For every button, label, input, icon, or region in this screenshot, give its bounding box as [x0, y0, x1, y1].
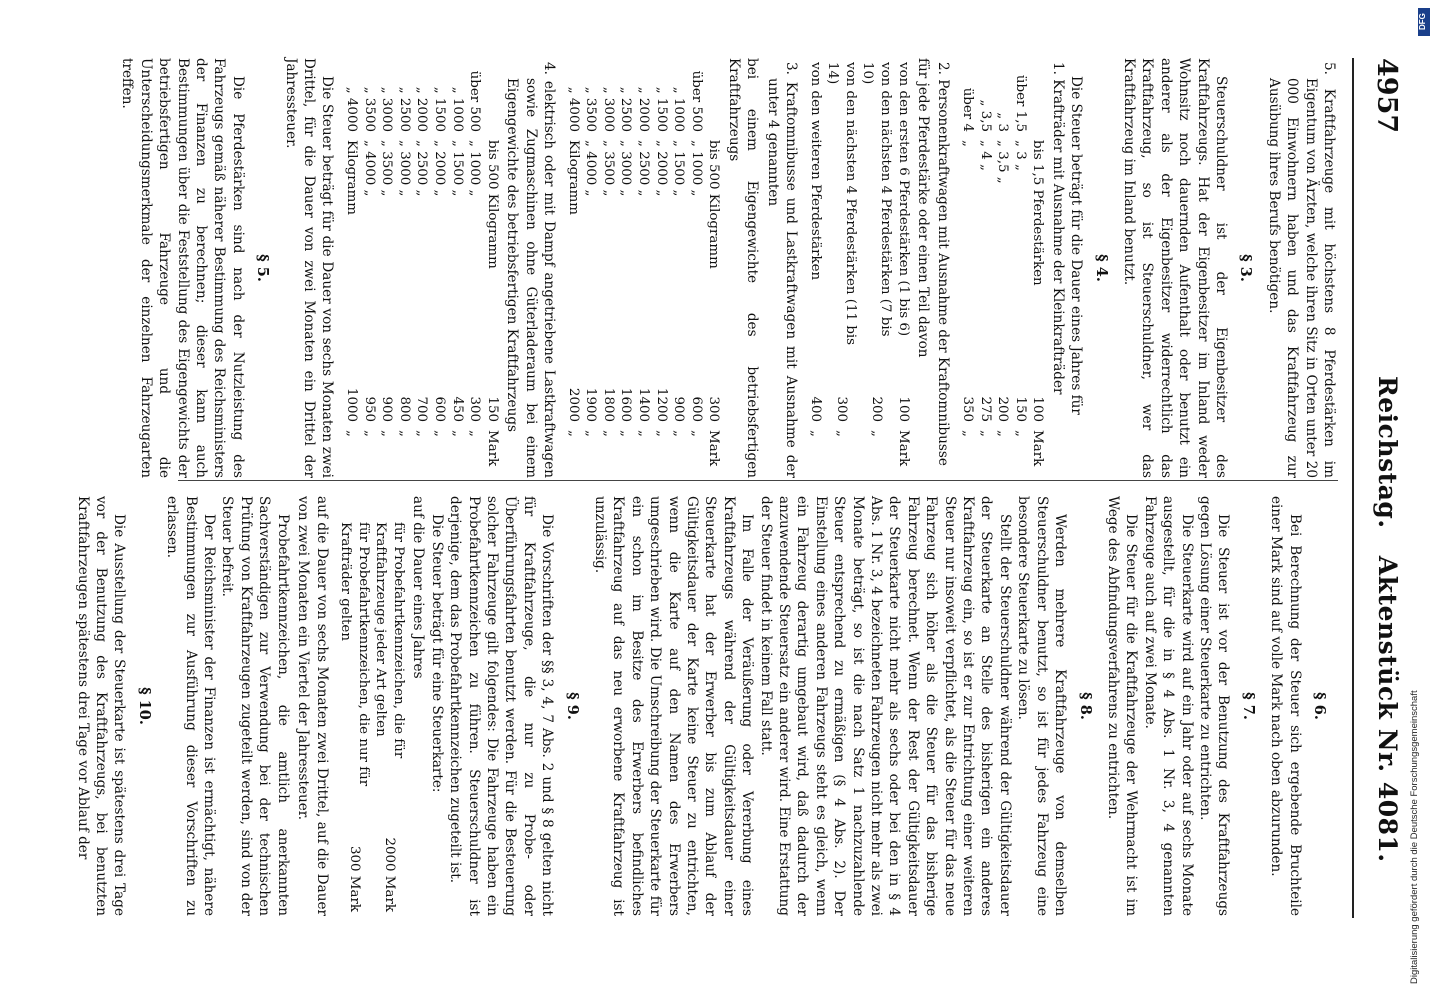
tax-unit: „ [467, 430, 483, 437]
tax-unit: „ [688, 430, 704, 437]
range-label: „ [959, 140, 975, 147]
dfg-logo: DFG [1418, 8, 1430, 36]
section-3-text: Steuerschuldner ist der Eigenbesitzer des Kraftfahrzeugs. Hat der Eigenbesitzer im Inland weder Wohnsitz noch dauernden Aufenthalt oder benutzt ein anderer als der Eigenbesitzer widerrechtlich das Kraftfahrzeug, so ist Steuerschuldner, wer das Kraftfahrzeug im Inland benutzt. [1120, 58, 1229, 478]
range-label: „ 1000 „ [688, 140, 704, 197]
range-from: „ 3000 [600, 86, 616, 132]
section-4-outro: Die Steuer beträgt für die Dauer von sechs Monaten zwei Drittel, für die Dauer von zwei Monaten ein Drittel der Jahressteuer. [282, 58, 336, 478]
range-from: „ 4000 [344, 86, 360, 132]
tax-unit: „ [361, 430, 377, 437]
tax-value: 400 [807, 396, 823, 422]
table-row [582, 58, 600, 478]
tax-unit: Mark [895, 430, 911, 467]
range-from: „ 2000 [414, 86, 430, 132]
section-6-text: Bei Berechnung der Steuer sich ergebende Bruchteile einer Mark sind auf volle Mark nach oben abzurunden. [1268, 496, 1303, 916]
section-3-title: § 3. [1237, 254, 1255, 282]
category-2-intro: für jede Pferdestärke oder einen Teil davon [914, 58, 931, 358]
tax-value: 1600 [618, 387, 634, 422]
range-label: „ 4000 „ [361, 140, 377, 197]
probefahrt-row-2-value: 300 Mark [346, 845, 362, 912]
range-from: „ 1000 [449, 86, 465, 132]
section-9-paragraph-2: Die Steuer beträgt für eine Steuerkarte: [428, 514, 445, 793]
header-title: Aktenstück Nr. 4081. [1373, 555, 1402, 863]
range-label: „ 3,5 „ [995, 140, 1011, 184]
table-row [599, 58, 617, 478]
category-3-intro: bei einem Eigengewichte des betriebsfertigen Kraftfahrzeugs [725, 58, 761, 478]
tax-value: 200 [995, 396, 1011, 422]
section-4-intro: Die Steuer beträgt für die Dauer eines Jahres für [1068, 76, 1085, 415]
table-row [1011, 58, 1029, 478]
range-from: über 500 [688, 70, 704, 132]
tax-value: 200 [869, 396, 885, 422]
tax-value: 800 [396, 396, 412, 422]
tax-unit: „ [869, 430, 885, 437]
table-row [634, 58, 652, 478]
table-row [372, 496, 407, 916]
tax-value: 100 [1030, 396, 1046, 422]
table-row [564, 58, 582, 478]
table-row [395, 58, 413, 478]
range-label: „ 2000 „ [432, 140, 447, 197]
range-label: „ 3500 „ [600, 140, 616, 197]
table-row [670, 58, 688, 478]
table-row [430, 58, 448, 478]
tax-value: 700 [414, 396, 430, 422]
tax-unit: „ [995, 430, 1011, 437]
tax-unit: „ [414, 430, 430, 437]
tax-unit: „ [635, 430, 651, 437]
page-number: 4957 [1371, 58, 1402, 134]
range-from: „ 2000 [635, 86, 651, 132]
range-from: „ 1500 [653, 86, 669, 132]
range-label: bis 500 Kilogramm [484, 140, 500, 269]
tax-value: 150 [484, 396, 500, 422]
tax-value: 300 [467, 396, 483, 422]
category-2-table [806, 58, 912, 478]
item-5: 5. Kraftfahrzeuge mit höchstens 8 Pferdestärken im Eigentum von Ärzten, welche ihren Sitz in Orten unter 20 000 Einwohnern haben und das Kraftfahrzeug zur Ausübung ihres Berufs benötigen. [1265, 62, 1337, 478]
range-from: „ 1000 [671, 86, 687, 132]
range-label: „ 1000 „ [467, 140, 483, 197]
tax-value: 1900 [583, 387, 599, 422]
tax-unit: „ [600, 430, 616, 437]
range-label: „ 1500 „ [671, 140, 687, 197]
section-5-text: Die Pferdestärken sind nach der Nutzleistung des Fahrzeugs gemäß näherer Bestimmung des Reichsministers der Finanzen zu berechnen; dieser kann auch Bestimmungen über die Feststellung des Eigengewichts der betriebsfertigen Fahrzeuge und die Unterscheidungsmerkmale der einzelnen Fahrzeugarten treffen. [119, 58, 246, 478]
section-8-paragraph-1: Werden mehrere Kraftfahrzeuge von demselben Steuerschuldner benutzt, so ist für jedes Fahrzeug eine besondere Steuerkarte zu lösen. [1015, 496, 1069, 916]
table-row [466, 58, 484, 478]
category-1-title: 1. Krafträder mit Ausnahme der Kleinkrafträder [1049, 62, 1066, 395]
range-label: „ 3000 „ [618, 140, 634, 197]
range-from [483, 58, 501, 136]
tax-unit: „ [1012, 430, 1028, 437]
left-column [118, 58, 1338, 478]
section-7-paragraph-2: Die Steuerkarte wird auf ein Jahr oder auf sechs Monate ausgestellt, für die in § 4 Abs. 1 Nr. 3, 4 genannten Fahrzeuge auch auf zwei Monate. [1141, 496, 1195, 916]
tax-unit: „ [977, 430, 993, 437]
section-8-paragraph-2: Stellt der Steuerschuldner während der Gültigkeitsdauer der Steuerkarte an Stelle des bisherigen ein anderes Kraftfahrzeug ein, so ist er zur Entrichtung einer weiteren Steuer nur insoweit verpflichtet, als die Steuer für das neue Fahrzeug sich höher als die Steuer für das bisherige Fahrzeug berechnet. Wenn der Rest der Gültigkeitsdauer der Steuerkarte nicht mehr als sechs oder bei den in § 4 Abs. 1 Nr. 3, 4 bezeichneten Fahrzeugen nicht mehr als zwei Monate beträgt, so ist die nach Satz 1 nachzuzahlende Steuer entsprechend zu ermäßigen (§ 4 Abs. 2). Der Einstellung eines anderen Fahrzeugs steht es gleich, wenn ein Fahrzeug derartig umgebaut wird, daß dadurch der anzuwendende Steuersatz ein anderer wird. Eine Erstattung der Steuer findet in keinem Fall statt. [757, 496, 1013, 916]
page-title [1373, 376, 1402, 881]
tax-value: 950 [361, 396, 377, 422]
tax-value: 900 [379, 396, 395, 422]
tax-unit: „ [379, 430, 395, 437]
range-from: „ 2500 [396, 86, 412, 132]
range-label: „ 2000 „ [653, 140, 669, 197]
tax-value: 600 [432, 396, 447, 422]
range-label: bis 500 Kilogramm [706, 140, 722, 269]
tax-unit: „ [583, 430, 599, 437]
page-header [1352, 58, 1410, 918]
table-row [994, 58, 1012, 478]
tax-value: 275 [977, 396, 993, 422]
probefahrt-row-1-value: 2000 Mark [382, 837, 398, 912]
tax-value: 1200 [653, 387, 669, 422]
section-9-paragraph-1: Die Vorschriften der §§ 3, 4, 7 Abs. 2 und § 8 gelten nicht für Kraftfahrzeuge, die nur zu Probe- oder Überführungsfahrten benutzt werden. Für die Besteuerung solcher Fahrzeuge gilt folgendes: Die Fahrzeuge haben ein Probefahrtkennzeichen zu führen. Steuerschuldner ist derjenige, dem das Probefahrtkennzeichen zugeteilt ist. [447, 496, 556, 916]
right-column [73, 496, 1338, 916]
range-from: über 500 [467, 70, 483, 132]
tax-value: 350 [959, 396, 975, 422]
probefahrt-table [337, 496, 407, 916]
tax-value: 2000 [565, 387, 581, 422]
tax-value: 600 [688, 396, 704, 422]
range-from: „ 3500 [583, 86, 599, 132]
tax-unit: „ [653, 430, 669, 437]
tax-value: 100 [895, 396, 911, 422]
tax-value: 1400 [635, 387, 651, 422]
range-label: „ 4 „ [977, 140, 993, 171]
tax-value: 300 [833, 396, 849, 422]
table-row [483, 58, 501, 478]
range-from: „ 1500 [432, 86, 447, 132]
table-row [687, 58, 705, 478]
range-label: „ 2500 „ [414, 140, 430, 197]
range-label: Kilogramm [344, 140, 360, 215]
table-row [859, 58, 894, 478]
table-row [342, 58, 360, 478]
section-8-title: § 8. [1076, 692, 1094, 720]
table-row [413, 58, 431, 478]
table-row [894, 58, 912, 478]
section-6-title: § 6. [1311, 692, 1328, 720]
probefahrt-row-1-label: für Probefahrtkennzeichen, die für Kraftfahrzeuge jeder Art gelten [373, 522, 406, 759]
range-from: „ 4000 [565, 86, 581, 132]
table-row [448, 58, 466, 478]
section-4-title: § 4. [1092, 254, 1110, 282]
tax-value: 900 [671, 396, 687, 422]
range-from: „ 3000 [379, 86, 395, 132]
range-label: „ 1500 „ [449, 140, 465, 197]
range-label: Kilogramm [565, 140, 581, 215]
range-label: „ 3500 „ [379, 140, 395, 197]
section-7-title: § 7. [1239, 692, 1257, 720]
table-row [337, 496, 372, 916]
digitization-note: Digitalisierung gefördert durch die Deutsche Forschungsgemeinschaft [1409, 690, 1420, 984]
section-8-paragraph-3: Im Falle der Veräußerung oder Vererbung eines Kraftfahrzeugs während der Gültigkeitsdauer einer Steuerkarte hat der Erwerber bis zum Ablauf der Gültigkeitsdauer der Karte keine Steuer zu entrichten, wenn die Karte auf den Namen des Erwerbers umgeschrieben wird. Die Umschreibung der Steuerkarte für ein schon im Besitze des Erwerbers befindliches Kraftfahrzeug auf das neu erworbene Kraftfahrzeug ist unzulässig. [591, 496, 756, 916]
tax-unit: „ [807, 430, 823, 437]
table-row [360, 58, 378, 478]
tax-value: 1000 [344, 387, 360, 422]
range-label: „ 2500 „ [635, 140, 651, 197]
table-row [1029, 58, 1047, 478]
range-label: „ 3000 „ [396, 140, 412, 197]
column-divider [178, 480, 1338, 481]
range-from: „ 2500 [618, 86, 634, 132]
table-row [617, 58, 635, 478]
table-row [958, 58, 976, 478]
tax-unit: Mark [706, 430, 722, 467]
table-row [824, 58, 859, 478]
table-row [806, 58, 824, 478]
range-label: von den nächsten 4 Pferdestärken (7 bis 10) [860, 62, 893, 337]
tax-unit: „ [565, 430, 581, 437]
tax-unit: „ [618, 430, 634, 437]
range-from: über 4 [959, 87, 975, 132]
range-label: „ 3 „ [1012, 140, 1028, 171]
tax-unit: Mark [1030, 430, 1046, 467]
section-9-title: § 9. [563, 692, 581, 720]
section-9-paragraph-6: Der Reichsminister der Finanzen ist ermächtigt, nähere Bestimmungen zur Ausführung dieser Vorschriften zu erlassen. [164, 496, 218, 916]
range-from [705, 58, 723, 136]
table-row [976, 58, 994, 478]
category-2-title: 2. Personenkraftwagen mit Ausnahme der Kraftomnibusse [935, 62, 952, 466]
range-from: „ 3500 [361, 86, 377, 132]
section-9-paragraph-4: auf die Dauer von sechs Monaten zwei Drittel, auf die Dauer von zwei Monaten ein Viertel der Jahressteuer. [295, 496, 330, 916]
range-from [1029, 58, 1047, 136]
header-section: Reichstag. [1373, 376, 1402, 529]
range-from: über 1,5 [1012, 74, 1028, 132]
category-4-title: 4. elektrisch oder mit Dampf angetriebene Lastkraftwagen sowie Zugmaschinen ohne Güterladeraum bei einem Eigengewichte des betriebsfertigen Kraftfahrzeugs [504, 62, 557, 478]
tax-unit: „ [396, 430, 412, 437]
tax-unit: Mark [484, 430, 500, 467]
tax-unit: „ [432, 430, 447, 437]
tax-value: 450 [449, 396, 465, 422]
table-row [652, 58, 670, 478]
section-9-paragraph-5: Probefahrtkennzeichen, die amtlich anerkannten Sachverständigen zur Verwendung bei der technischen Prüfung von Kraftfahrzeugen zugeteilt werden, sind von der Steuer befreit. [219, 496, 291, 916]
section-9-paragraph-3: auf die Dauer eines Jahres [410, 496, 427, 679]
range-from: „ 3 [995, 112, 1011, 132]
category-3-title: 3. Kraftomnibusse und Lastkraftwagen mit Ausnahme der unter 4 genannten [764, 62, 799, 478]
range-label: von den nächsten 4 Pferdestärken (11 bis 14) [825, 62, 858, 346]
range-label: bis 1,5 Pferdestärken [1030, 140, 1046, 286]
range-from: „ 3,5 [977, 99, 993, 132]
tax-unit: „ [671, 430, 687, 437]
table-row [705, 58, 723, 478]
range-label: „ 4000 „ [583, 140, 599, 197]
section-7-paragraph-3: Die Steuer für die Kraftfahrzeuge der Wehrmacht ist im Wege des Abfindungsverfahrens zu entrichten. [1104, 496, 1140, 916]
table-row [378, 58, 396, 478]
section-10-text: Die Ausstellung der Steuerkarte ist spätestens drei Tage vor der Benutzung des Kraftfahrzeugs, bei benutzten Kraftfahrzeugen spätestens drei Tage vor Ablauf der [74, 496, 128, 916]
tax-value: 1800 [600, 387, 616, 422]
tax-value: 150 [1012, 396, 1028, 422]
tax-unit: „ [833, 430, 849, 437]
range-label: von den weiteren Pferdestärken [807, 62, 823, 281]
probefahrt-row-2-label: für Probefahrtkennzeichen, die nur für Krafträder gelten [338, 522, 371, 787]
section-10-title: § 10. [135, 687, 153, 725]
section-5-title: § 5. [254, 254, 272, 282]
tax-unit: „ [959, 430, 975, 437]
category-4-table [342, 58, 500, 478]
section-7-paragraph-1: Die Steuer ist vor der Benutzung des Kraftfahrzeugs gegen Lösung einer Steuerkarte zu entrichten. [1196, 496, 1232, 916]
range-label: von den ersten 6 Pferdestärken (1 bis 6) [895, 62, 911, 337]
tax-unit: „ [344, 430, 360, 437]
category-3-table [564, 58, 722, 478]
tax-value: 300 [706, 396, 722, 422]
category-1-table [958, 58, 1046, 478]
tax-unit: „ [449, 430, 465, 437]
